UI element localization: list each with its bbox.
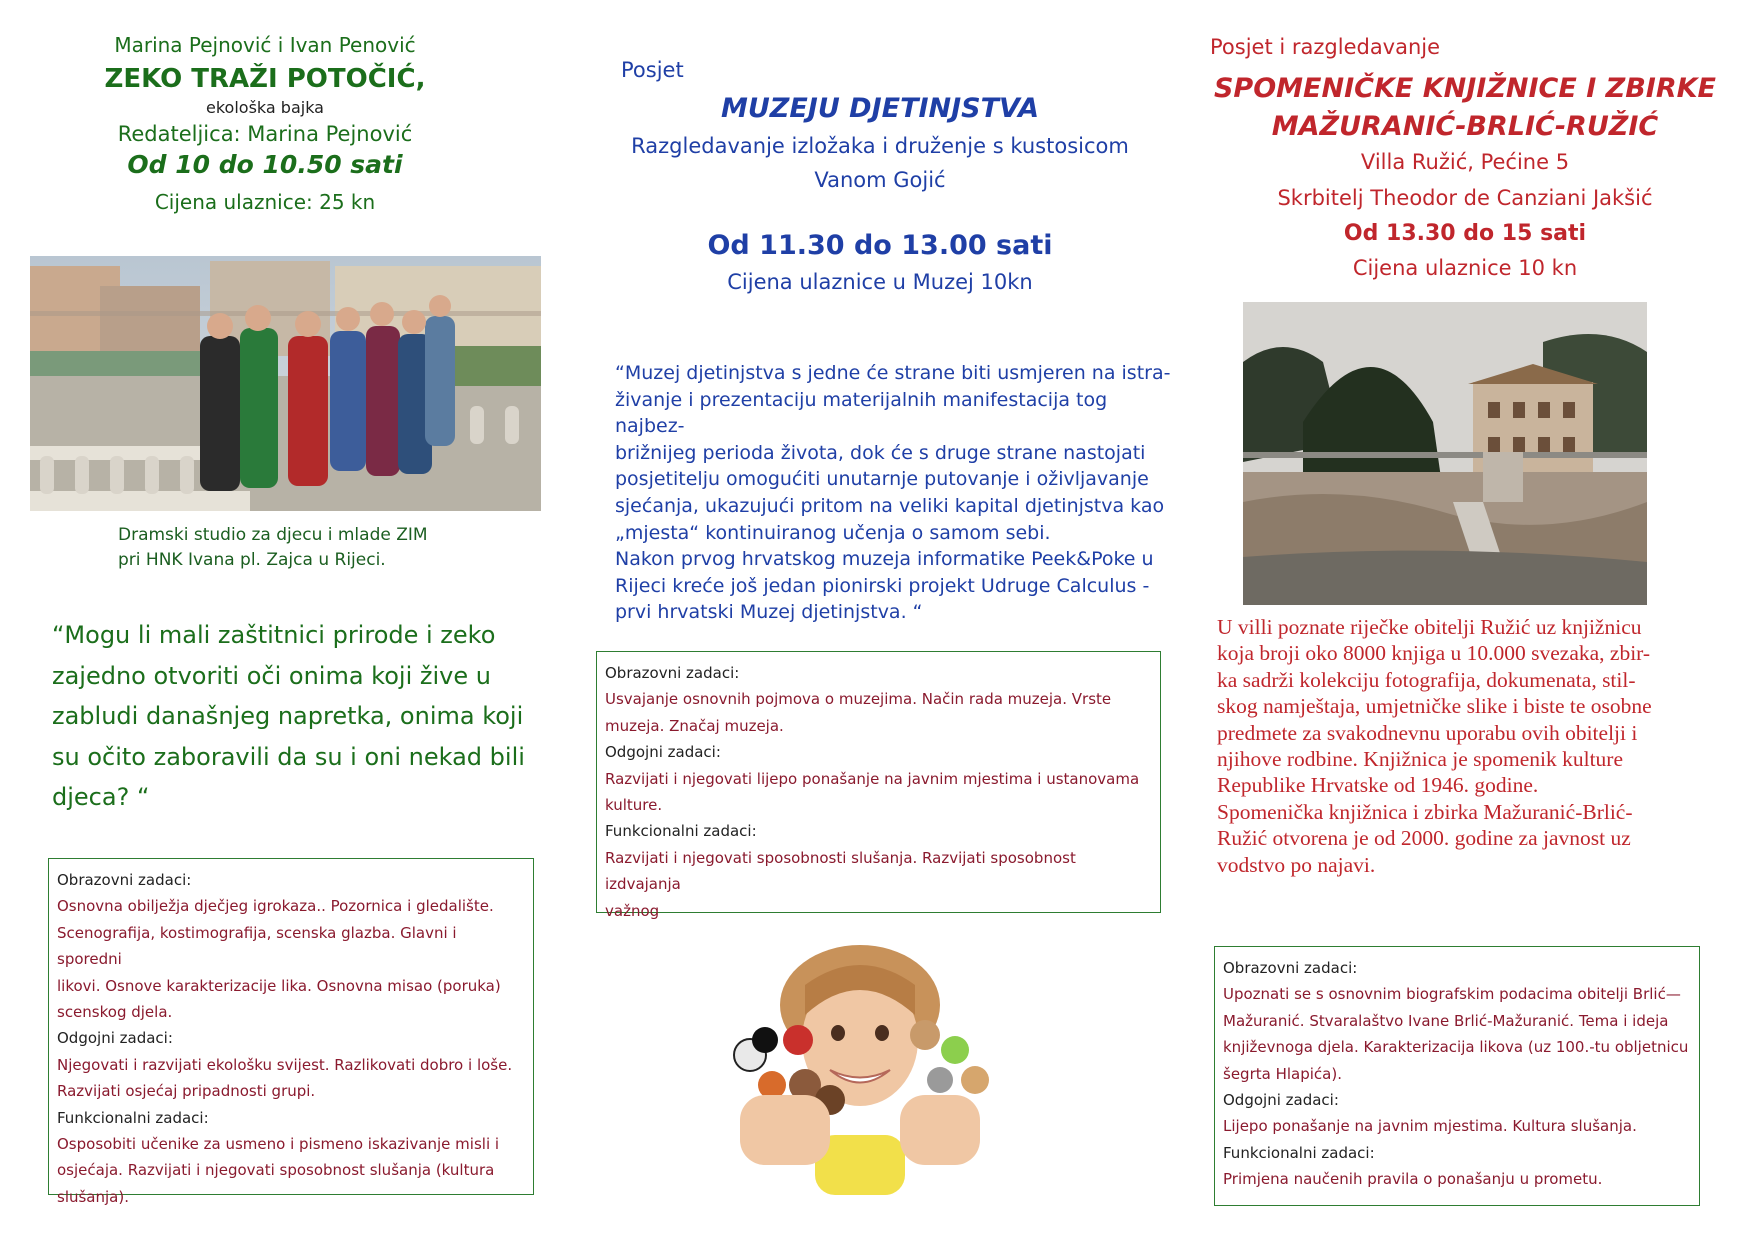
- task-line: Osposobiti učenike za usmeno i pismeno iskazivanje misli i: [57, 1135, 500, 1154]
- task-line: važnog: [605, 901, 660, 920]
- description-line: Republike Hrvatske od 1946. godine.: [1217, 773, 1539, 798]
- quote-line: prvi hrvatski Muzej djetinjstva. “: [615, 601, 923, 624]
- description-line: U villi poznate riječke obitelji Ružić uz knjižnicu: [1217, 615, 1642, 639]
- museum-time: Od 11.30 do 13.00 sati: [707, 230, 1053, 261]
- museum-tasks-box: [596, 651, 1161, 920]
- theatre-group-photo: [30, 256, 541, 511]
- museum-visit-label: Posjet: [621, 58, 684, 82]
- quote-line: sjećanja, ukazujući pritom na veliki kapital djetinjstva kao: [615, 494, 1165, 517]
- play-quote: [52, 615, 537, 818]
- quote-line: zabludi današnjeg napretka, onima koji: [52, 702, 524, 730]
- task-heading: Odgojni zadaci:: [1223, 1091, 1339, 1110]
- task-line: osjećaja. Razvijati i njegovati sposobnost slušanja (kultura: [57, 1161, 495, 1180]
- task-line: šegrta Hlapića).: [1223, 1064, 1342, 1083]
- library-title-line: SPOMENIČKE KNJIŽNICE I ZBIRKE: [1213, 73, 1717, 104]
- task-line: Osnovna obilježja dječjeg igrokaza.. Pozornica i gledalište.: [57, 897, 494, 916]
- description-line: koja broji oko 8000 knjiga u 10.000 svezaka, zbir-: [1217, 641, 1651, 666]
- quote-line: “Mogu li mali zaštitnici prirode i zeko: [52, 621, 496, 649]
- description-line: Spomenička knjižnica i zbirka Mažuranić-Brlić-: [1217, 799, 1633, 824]
- task-heading: Obrazovni zadaci:: [605, 664, 740, 682]
- museum-description: Razgledavanje izložaka i druženje s kustosicom: [631, 134, 1129, 158]
- description-line: njihove rodbine. Knjižnica je spomenik kulture: [1217, 747, 1624, 772]
- description-line: skog namještaja, umjetničke slike i biste te osobne: [1217, 694, 1652, 719]
- task-line: Upoznati se s osnovnim biografskim podacima obitelji Brlić—: [1223, 985, 1681, 1004]
- play-price: Cijena ulaznice: 25 kn: [154, 190, 376, 214]
- museum-quote: [615, 360, 1175, 626]
- quote-line: brižnijeg perioda života, dok će s druge strane nastojati: [615, 441, 1146, 464]
- task-line: književnoga djela. Karakterizacija likova (uz 100.-tu obljetnicu: [1223, 1038, 1689, 1057]
- villa-ruzic-photo: [1243, 302, 1647, 605]
- quote-line: „mjesta“ kontinuiranog učenja o samom sebi.: [615, 521, 1051, 544]
- quote-line: djeca? “: [52, 783, 150, 811]
- quote-line: zajedno otvoriti oči onima koji žive u: [52, 661, 491, 690]
- quote-line: Nakon prvog hrvatskog muzeja informatike Peek&Poke u: [615, 548, 1154, 571]
- task-heading: Odgojni zadaci:: [605, 743, 721, 762]
- library-title: [1205, 70, 1725, 146]
- library-price: Cijena ulaznice 10 kn: [1352, 256, 1578, 280]
- library-visit-label: Posjet i razgledavanje: [1210, 35, 1441, 59]
- museum-title: MUZEJU DJETINJSTVA: [720, 93, 1039, 124]
- child-with-finger-puppets-photo: [710, 945, 1010, 1195]
- description-line: vodstvo po najavi.: [1217, 852, 1376, 877]
- museum-price: Cijena ulaznice u Muzej 10kn: [727, 270, 1033, 294]
- task-line: muzeja. Značaj muzeja.: [605, 716, 784, 735]
- library-title-line: MAŽURANIĆ-BRLIĆ-RUŽIĆ: [1271, 111, 1659, 142]
- task-line: Mažuranić. Stvaralaštvo Ivane Brlić-Mažuranić. Tema i ideja: [1223, 1011, 1669, 1030]
- task-line: slušanja).: [57, 1187, 129, 1206]
- description-line: ka sadrži kolekciju fotografija, dokumenata, stil-: [1217, 667, 1636, 692]
- task-line: Usvajanje osnovnih pojmova o muzejima. Način rada muzeja. Vrste: [605, 690, 1112, 709]
- task-line: Lijepo ponašanje na javnim mjestima. Kultura slušanja.: [1223, 1117, 1637, 1136]
- quote-line: “Muzej djetinjstva s jedne će strane biti usmjeren na istra-: [615, 362, 1171, 384]
- task-line: Primjena naučenih pravila o ponašanju u prometu.: [1223, 1170, 1603, 1189]
- play-subtitle: ekološka bajka: [206, 98, 324, 117]
- task-line: Razvijati i njegovati lijepo ponašanje na javnim mjestima i ustanovama: [605, 769, 1140, 788]
- caption-line: pri HNK Ivana pl. Zajca u Rijeci.: [118, 550, 386, 570]
- quote-line: Rijeci kreće još jedan pionirski projekt Udruge Calculus -: [615, 574, 1150, 597]
- library-description: [1217, 614, 1697, 878]
- task-line: Njegovati i razvijati ekološku svijest. Razlikovati dobro i loše.: [57, 1055, 513, 1074]
- task-line: Razvijati osjećaj pripadnosti grupi.: [57, 1082, 316, 1101]
- quote-line: živanje i prezentaciju materijalnih manifestacija tog najbez-: [615, 388, 1108, 438]
- quote-line: posjetitelju omogućiti unutarnje putovanje i oživljavanje: [615, 468, 1149, 491]
- photo-caption: [118, 523, 428, 573]
- play-tasks-box: [48, 858, 534, 1206]
- quote-line: su očito zaboravili da su i oni nekad bili: [52, 742, 525, 771]
- play-authors: Marina Pejnović i Ivan Penović: [114, 33, 416, 57]
- play-title: ZEKO TRAŽI POTOČIĆ,: [104, 64, 426, 94]
- description-line: Ružić otvorena je od 2000. godine za javnost uz: [1217, 826, 1631, 851]
- task-heading: Funkcionalni zadaci:: [1223, 1143, 1375, 1162]
- library-owner: Skrbitelj Theodor de Canziani Jakšić: [1277, 186, 1653, 210]
- task-line: Scenografija, kostimografija, scenska glazba. Glavni i sporedni: [57, 923, 457, 969]
- task-heading: Funkcionalni zadaci:: [57, 1108, 209, 1127]
- description-line: predmete za svakodnevnu uporabu ovih obitelji i: [1217, 720, 1638, 745]
- task-line: Razvijati i njegovati sposobnosti slušanja. Razvijati sposobnost izdvajanja: [605, 848, 1076, 894]
- task-line: likovi. Osnove karakterizacije lika. Osnovna misao (poruka): [57, 976, 501, 995]
- task-heading: Obrazovni zadaci:: [1223, 959, 1358, 977]
- task-heading: Obrazovni zadaci:: [57, 871, 192, 889]
- library-time: Od 13.30 do 15 sati: [1343, 221, 1587, 246]
- play-time: Od 10 do 10.50 sati: [127, 150, 403, 179]
- caption-line: Dramski studio za djecu i mlade ZIM: [118, 525, 428, 545]
- play-director: Redateljica: Marina Pejnović: [117, 122, 413, 146]
- task-heading: Odgojni zadaci:: [57, 1029, 173, 1048]
- museum-curator: Vanom Gojić: [814, 168, 946, 192]
- task-line: kulture.: [605, 796, 663, 815]
- task-line: scenskog djela.: [57, 1003, 173, 1022]
- library-address: Villa Ružić, Pećine 5: [1360, 150, 1570, 174]
- task-heading: Funkcionalni zadaci:: [605, 822, 757, 841]
- library-tasks-box: [1214, 946, 1700, 1206]
